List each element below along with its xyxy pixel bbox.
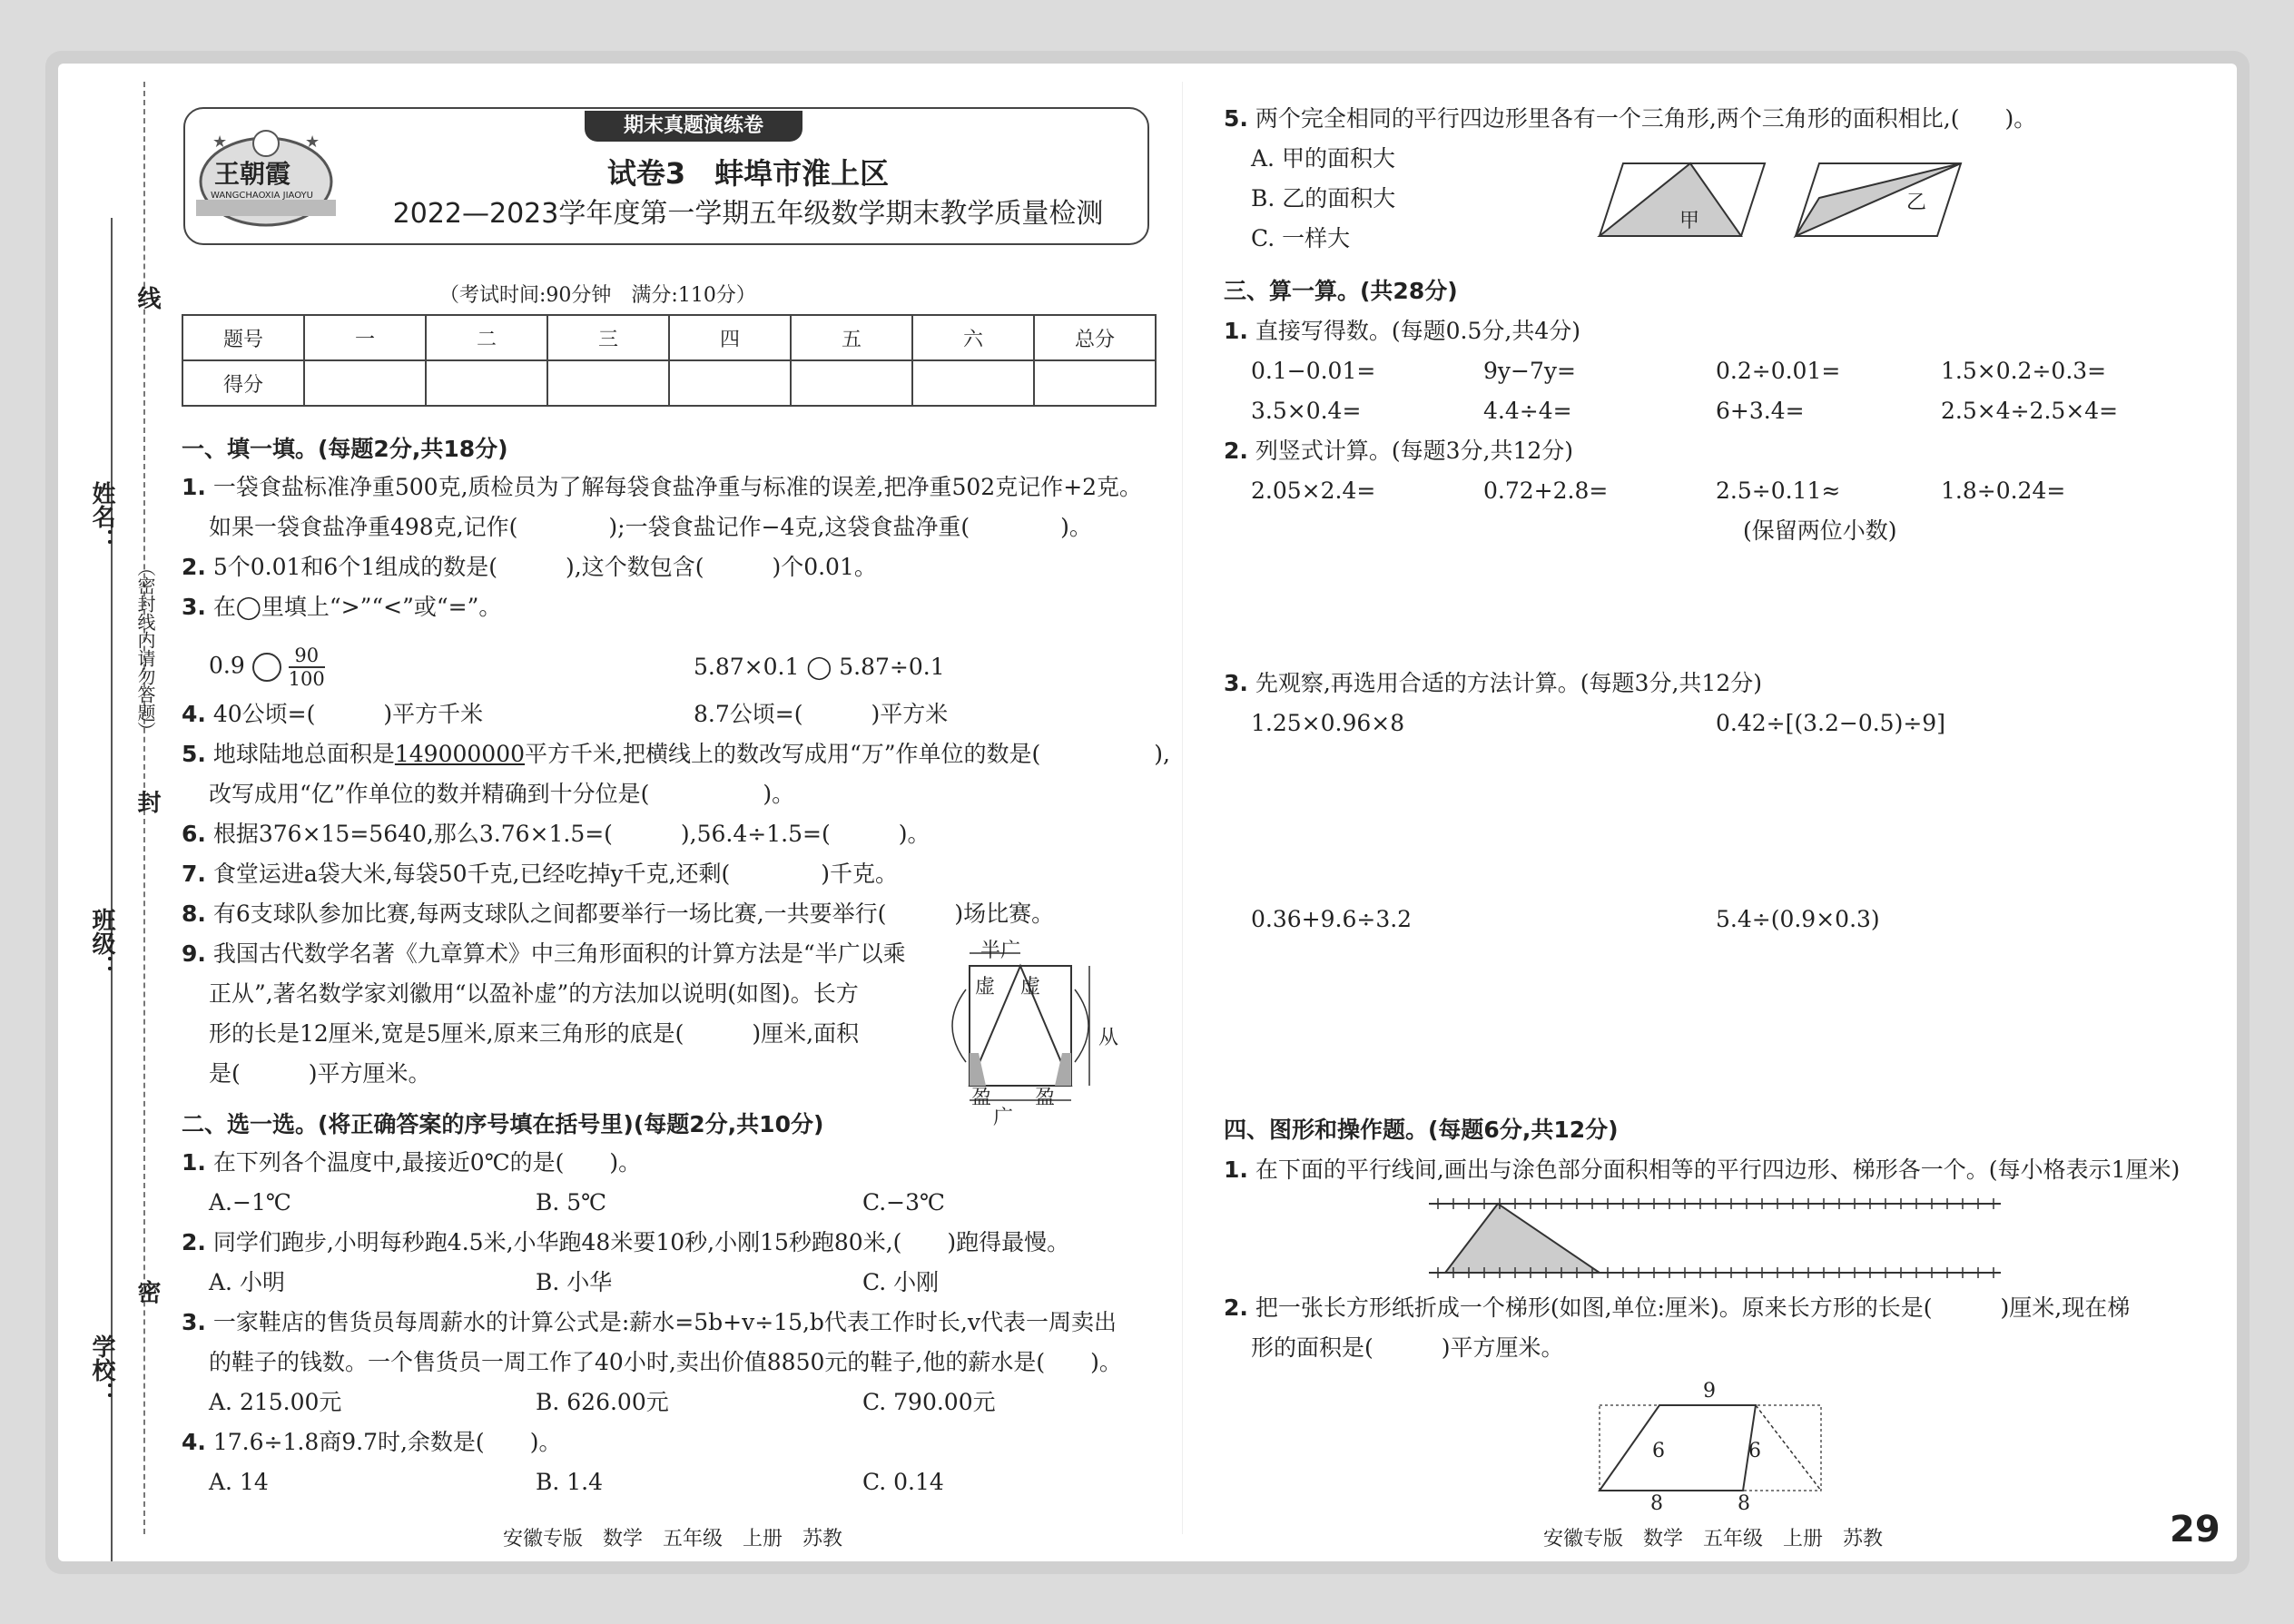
q2-2-opt-a[interactable]: A. 小明 bbox=[209, 1269, 285, 1295]
score-header: 一 bbox=[304, 315, 426, 360]
exam-title: 试卷3 蚌埠市淮上区 bbox=[606, 156, 890, 191]
fig-b-8b: 8 bbox=[1738, 1492, 1750, 1515]
score-cell[interactable] bbox=[912, 360, 1034, 406]
score-cell[interactable] bbox=[1034, 360, 1156, 406]
q2-4 bbox=[182, 1429, 561, 1456]
exam-subtitle: 2022—2023学年度第一学期五年级数学期末教学质量检测 bbox=[392, 198, 1104, 230]
calc-2-1: 3.5×0.4= bbox=[1251, 398, 1362, 424]
q-number: 2. bbox=[1224, 438, 1248, 464]
q2-1-opt-c[interactable]: C.−3℃ bbox=[862, 1189, 946, 1216]
q3-1 bbox=[1224, 318, 1580, 345]
folded-trapezoid-figure bbox=[1592, 1398, 1828, 1498]
calc-3-4: 1.8÷0.24= bbox=[1941, 477, 2066, 504]
q2-1-opt-a[interactable]: A.−1℃ bbox=[209, 1189, 291, 1216]
q2-4-opt-c[interactable]: C. 0.14 bbox=[862, 1469, 944, 1495]
label-yi: 乙 bbox=[1906, 192, 1927, 214]
q2-2-opt-b[interactable]: B. 小华 bbox=[536, 1269, 613, 1295]
folded-paper-diagram bbox=[1592, 1398, 1828, 1498]
q-text: 一家鞋店的售货员每周薪水的计算公式是:薪水=5b+v÷15,b代表工作时长,v代表一周卖出 bbox=[212, 1309, 1117, 1335]
q-number: 3. bbox=[182, 594, 206, 620]
q-text: 根据376×15=5640,那么3.76×1.5=( ),56.4÷1.5=( )。 bbox=[212, 821, 930, 847]
q1-4b: 8.7公顷=( )平方米 bbox=[694, 701, 949, 727]
school-label: 学校： bbox=[88, 1334, 115, 1405]
q2-3-opt-c[interactable]: C. 790.00元 bbox=[862, 1389, 996, 1415]
q-text: 40公顷=( )平方千米 bbox=[212, 701, 484, 727]
q2-1 bbox=[182, 1149, 641, 1176]
q-text: 一袋食盐标准净重500克,质检员为了解每袋食盐净重与标准的误差,把净重502克记作+2克。 bbox=[212, 474, 1143, 500]
q-text: 平方千米,把横线上的数改写成用“万”作单位的数是( ), bbox=[525, 741, 1170, 767]
q1-3 bbox=[182, 594, 501, 621]
page-number: 29 bbox=[2170, 1509, 2220, 1550]
q4-1 bbox=[1224, 1156, 2180, 1184]
seal-mark-seal: 封 bbox=[133, 790, 161, 813]
q-number: 6. bbox=[182, 821, 206, 847]
calc-1-1: 0.1−0.01= bbox=[1251, 358, 1376, 384]
calc-5-2: 5.4÷(0.9×0.3) bbox=[1716, 906, 1880, 932]
q3-2 bbox=[1224, 438, 1573, 465]
fig-ying-right: 盈 bbox=[1035, 1087, 1056, 1109]
section-2-title: 二、选一选。(将正确答案的序号填在括号里)(每题2分,共10分) bbox=[182, 1111, 824, 1137]
q-text: 把一张长方形纸折成一个梯形(如图,单位:厘米)。原来长方形的长是( )厘米,现在梯 bbox=[1255, 1294, 2131, 1321]
svg-text:★: ★ bbox=[305, 133, 320, 152]
fig-xu-left: 虚 bbox=[975, 976, 996, 999]
calc-3-3: 2.5÷0.11≈ bbox=[1716, 477, 1841, 504]
q-number: 4. bbox=[182, 1429, 206, 1455]
q2-1-opt-b[interactable]: B. 5℃ bbox=[536, 1189, 607, 1216]
footer-left: 安徽专版 数学 五年级 上册 苏教 bbox=[503, 1528, 843, 1550]
fig-xu-right: 虚 bbox=[1020, 976, 1041, 999]
q2-5-opt-b[interactable]: B. 乙的面积大 bbox=[1251, 185, 1396, 212]
q-number: 8. bbox=[182, 901, 206, 927]
fig-guang: 广 bbox=[993, 1107, 1014, 1129]
score-header: 六 bbox=[912, 315, 1034, 360]
q4-2 bbox=[1224, 1294, 2130, 1322]
fig-half-width: 半广 bbox=[980, 940, 1021, 962]
q1-1 bbox=[182, 474, 1142, 501]
q-number: 1. bbox=[1224, 318, 1248, 344]
q1-5 bbox=[182, 741, 1170, 768]
q-text: 两个完全相同的平行四边形里各有一个三角形,两个三角形的面积相比,( )。 bbox=[1255, 105, 2037, 132]
seal-note: （密封线内请勿答题） bbox=[134, 558, 156, 740]
fig-h-6b: 6 bbox=[1748, 1440, 1761, 1462]
q1-6 bbox=[182, 821, 930, 848]
underlined-number: 149000000 bbox=[394, 741, 526, 767]
q-text: 在◯里填上“>”“<”或“=”。 bbox=[212, 594, 502, 620]
calc-5-1: 0.36+9.6÷3.2 bbox=[1251, 906, 1413, 932]
q-number: 4. bbox=[182, 701, 206, 727]
score-header: 三 bbox=[547, 315, 669, 360]
q-text: 同学们跑步,小明每秒跑4.5米,小华跑48米要10秒,小刚15秒跑80米,( )跑得最慢。 bbox=[212, 1229, 1070, 1255]
name-label: 姓名： bbox=[88, 481, 115, 552]
brand-sub: WANGCHAOXIA JIAOYU bbox=[211, 191, 313, 201]
calc-4-1: 1.25×0.96×8 bbox=[1251, 710, 1405, 736]
score-header: 二 bbox=[426, 315, 547, 360]
fig-b-8a: 8 bbox=[1650, 1492, 1663, 1515]
q-text: 有6支球队参加比赛,每两支球队之间都要举行一场比赛,一共要举行( )场比赛。 bbox=[212, 901, 1055, 927]
score-cell[interactable] bbox=[547, 360, 669, 406]
q-number: 1. bbox=[1224, 1156, 1248, 1183]
q-text: 直接写得数。(每题0.5分,共4分) bbox=[1255, 318, 1580, 344]
parallel-lines-grid[interactable] bbox=[1429, 1193, 2010, 1284]
calc-3-1: 2.05×2.4= bbox=[1251, 477, 1376, 504]
q2-4-opt-b[interactable]: B. 1.4 bbox=[536, 1469, 604, 1495]
q2-2 bbox=[182, 1229, 1069, 1256]
q-text: 地球陆地总面积是 bbox=[212, 741, 395, 767]
denominator: 100 bbox=[288, 668, 325, 690]
score-header: 题号 bbox=[182, 315, 304, 360]
score-row-label: 得分 bbox=[182, 360, 304, 406]
score-header: 四 bbox=[669, 315, 791, 360]
banner: 期末真题演练卷 bbox=[585, 111, 802, 142]
q1-9 bbox=[182, 940, 906, 968]
q-number: 5. bbox=[182, 741, 206, 767]
q3-3 bbox=[1224, 670, 1762, 697]
score-header: 总分 bbox=[1034, 315, 1156, 360]
exam-info: （考试时间:90分钟 满分:110分） bbox=[439, 284, 756, 307]
q-text: 在下列各个温度中,最接近0℃的是( )。 bbox=[212, 1149, 642, 1176]
section-1-title: 一、填一填。(每题2分,共18分) bbox=[182, 436, 508, 462]
q1-1b: 如果一袋食盐净重498克,记作( );一袋食盐记作−4克,这袋食盐净重( )。 bbox=[209, 514, 1092, 540]
seal-mark-bind: 密 bbox=[133, 1280, 161, 1304]
q1-9d: 是( )平方厘米。 bbox=[209, 1060, 431, 1087]
q-text: 在下面的平行线间,画出与涂色部分面积相等的平行四边形、梯形各一个。(每小格表示1厘米) bbox=[1255, 1156, 2181, 1183]
q-text: 5个0.01和6个1组成的数是( ),这个数包含( )个0.01。 bbox=[212, 554, 877, 580]
calc-1-4: 1.5×0.2÷0.3= bbox=[1941, 358, 2107, 384]
q-number: 9. bbox=[182, 940, 206, 967]
score-cell[interactable] bbox=[669, 360, 791, 406]
column-divider bbox=[1182, 82, 1183, 1534]
class-label: 班级： bbox=[88, 908, 115, 979]
score-cell[interactable] bbox=[426, 360, 547, 406]
footer-right: 安徽专版 数学 五年级 上册 苏教 bbox=[1543, 1528, 1884, 1550]
q2-3-opt-a[interactable]: A. 215.00元 bbox=[209, 1389, 342, 1415]
q-text: 0.9 bbox=[209, 652, 245, 679]
q2-3b: 的鞋子的钱数。一个售货员一周工作了40小时,卖出价值8850元的鞋子,他的薪水是( )。 bbox=[209, 1349, 1122, 1375]
q-number: 2. bbox=[182, 554, 206, 580]
q-number: 1. bbox=[182, 1149, 206, 1176]
brand-name: 王朝霞 bbox=[214, 159, 291, 189]
q-number: 2. bbox=[182, 1229, 206, 1255]
q1-9b: 正从”,著名数学家刘徽用“以盈补虚”的方法加以说明(如图)。长方 bbox=[209, 980, 859, 1007]
fig-cong: 从 bbox=[1098, 1027, 1119, 1049]
calc-2-3: 6+3.4= bbox=[1716, 398, 1805, 424]
q-text: 17.6÷1.8商9.7时,余数是( )。 bbox=[212, 1429, 562, 1455]
numerator: 90 bbox=[289, 645, 325, 668]
q-text: 食堂运进a袋大米,每袋50千克,已经吃掉y千克,还剩( )千克。 bbox=[212, 861, 899, 887]
q2-2-opt-c[interactable]: C. 小刚 bbox=[862, 1269, 940, 1295]
q1-2 bbox=[182, 554, 877, 581]
calc-3-2: 0.72+2.8= bbox=[1483, 477, 1609, 504]
q2-3-opt-b[interactable]: B. 626.00元 bbox=[536, 1389, 669, 1415]
label-jia: 甲 bbox=[1679, 210, 1700, 232]
q2-5 bbox=[1224, 105, 2036, 133]
q1-3b: 5.87×0.1 ◯ 5.87÷0.1 bbox=[694, 654, 945, 680]
q-text: 先观察,再选用合适的方法计算。(每题3分,共12分) bbox=[1255, 670, 1762, 696]
q1-7 bbox=[182, 861, 898, 888]
q-number: 3. bbox=[1224, 670, 1248, 696]
calc-2-2: 4.4÷4= bbox=[1483, 398, 1572, 424]
svg-text:★: ★ bbox=[212, 133, 228, 152]
q-number: 7. bbox=[182, 861, 206, 887]
fig-h-6a: 6 bbox=[1652, 1440, 1665, 1462]
section-3-title: 三、算一算。(共28分) bbox=[1224, 278, 1458, 304]
exam-sheet bbox=[58, 64, 2237, 1561]
q1-3a bbox=[209, 645, 325, 690]
parallel-lines-diagram bbox=[1429, 1193, 2010, 1284]
calc-1-3: 0.2÷0.01= bbox=[1716, 358, 1841, 384]
q-number: 1. bbox=[182, 474, 206, 500]
q2-5-opt-a[interactable]: A. 甲的面积大 bbox=[1251, 145, 1395, 172]
q1-5b: 改写成用“亿”作单位的数并精确到十分位是( )。 bbox=[209, 781, 795, 807]
calc-2-4: 2.5×4÷2.5×4= bbox=[1941, 398, 2119, 424]
fig-top-9: 9 bbox=[1703, 1380, 1716, 1403]
calc-4-2: 0.42÷[(3.2−0.5)÷9] bbox=[1716, 710, 1945, 736]
q-text: 列竖式计算。(每题3分,共12分) bbox=[1255, 438, 1574, 464]
keep-two-decimals: (保留两位小数) bbox=[1743, 517, 1897, 544]
section-4-title: 四、图形和操作题。(每题6分,共12分) bbox=[1224, 1117, 1619, 1143]
score-table bbox=[182, 314, 1157, 407]
q2-3 bbox=[182, 1309, 1117, 1336]
calc-1-2: 9y−7y= bbox=[1483, 358, 1576, 384]
q1-8 bbox=[182, 901, 1054, 928]
score-header: 五 bbox=[791, 315, 912, 360]
q4-2b: 形的面积是( )平方厘米。 bbox=[1251, 1334, 1564, 1361]
fraction bbox=[289, 645, 325, 690]
fig-ying-left: 盈 bbox=[971, 1087, 992, 1109]
score-cell[interactable] bbox=[791, 360, 912, 406]
q2-4-opt-a[interactable]: A. 14 bbox=[209, 1469, 269, 1495]
q2-5-opt-c[interactable]: C. 一样大 bbox=[1251, 225, 1351, 251]
q1-4a bbox=[182, 701, 483, 728]
score-cell[interactable] bbox=[304, 360, 426, 406]
seal-mark-line: 线 bbox=[133, 286, 161, 310]
q-number: 5. bbox=[1224, 105, 1248, 132]
q1-9c: 形的长是12厘米,宽是5厘米,原来三角形的底是( )厘米,面积 bbox=[209, 1020, 860, 1047]
q-number: 3. bbox=[182, 1309, 206, 1335]
q-text: 我国古代数学名著《九章算术》中三角形面积的计算方法是“半广以乘 bbox=[212, 940, 906, 967]
q-number: 2. bbox=[1224, 1294, 1248, 1321]
compare-circle[interactable] bbox=[252, 653, 281, 682]
